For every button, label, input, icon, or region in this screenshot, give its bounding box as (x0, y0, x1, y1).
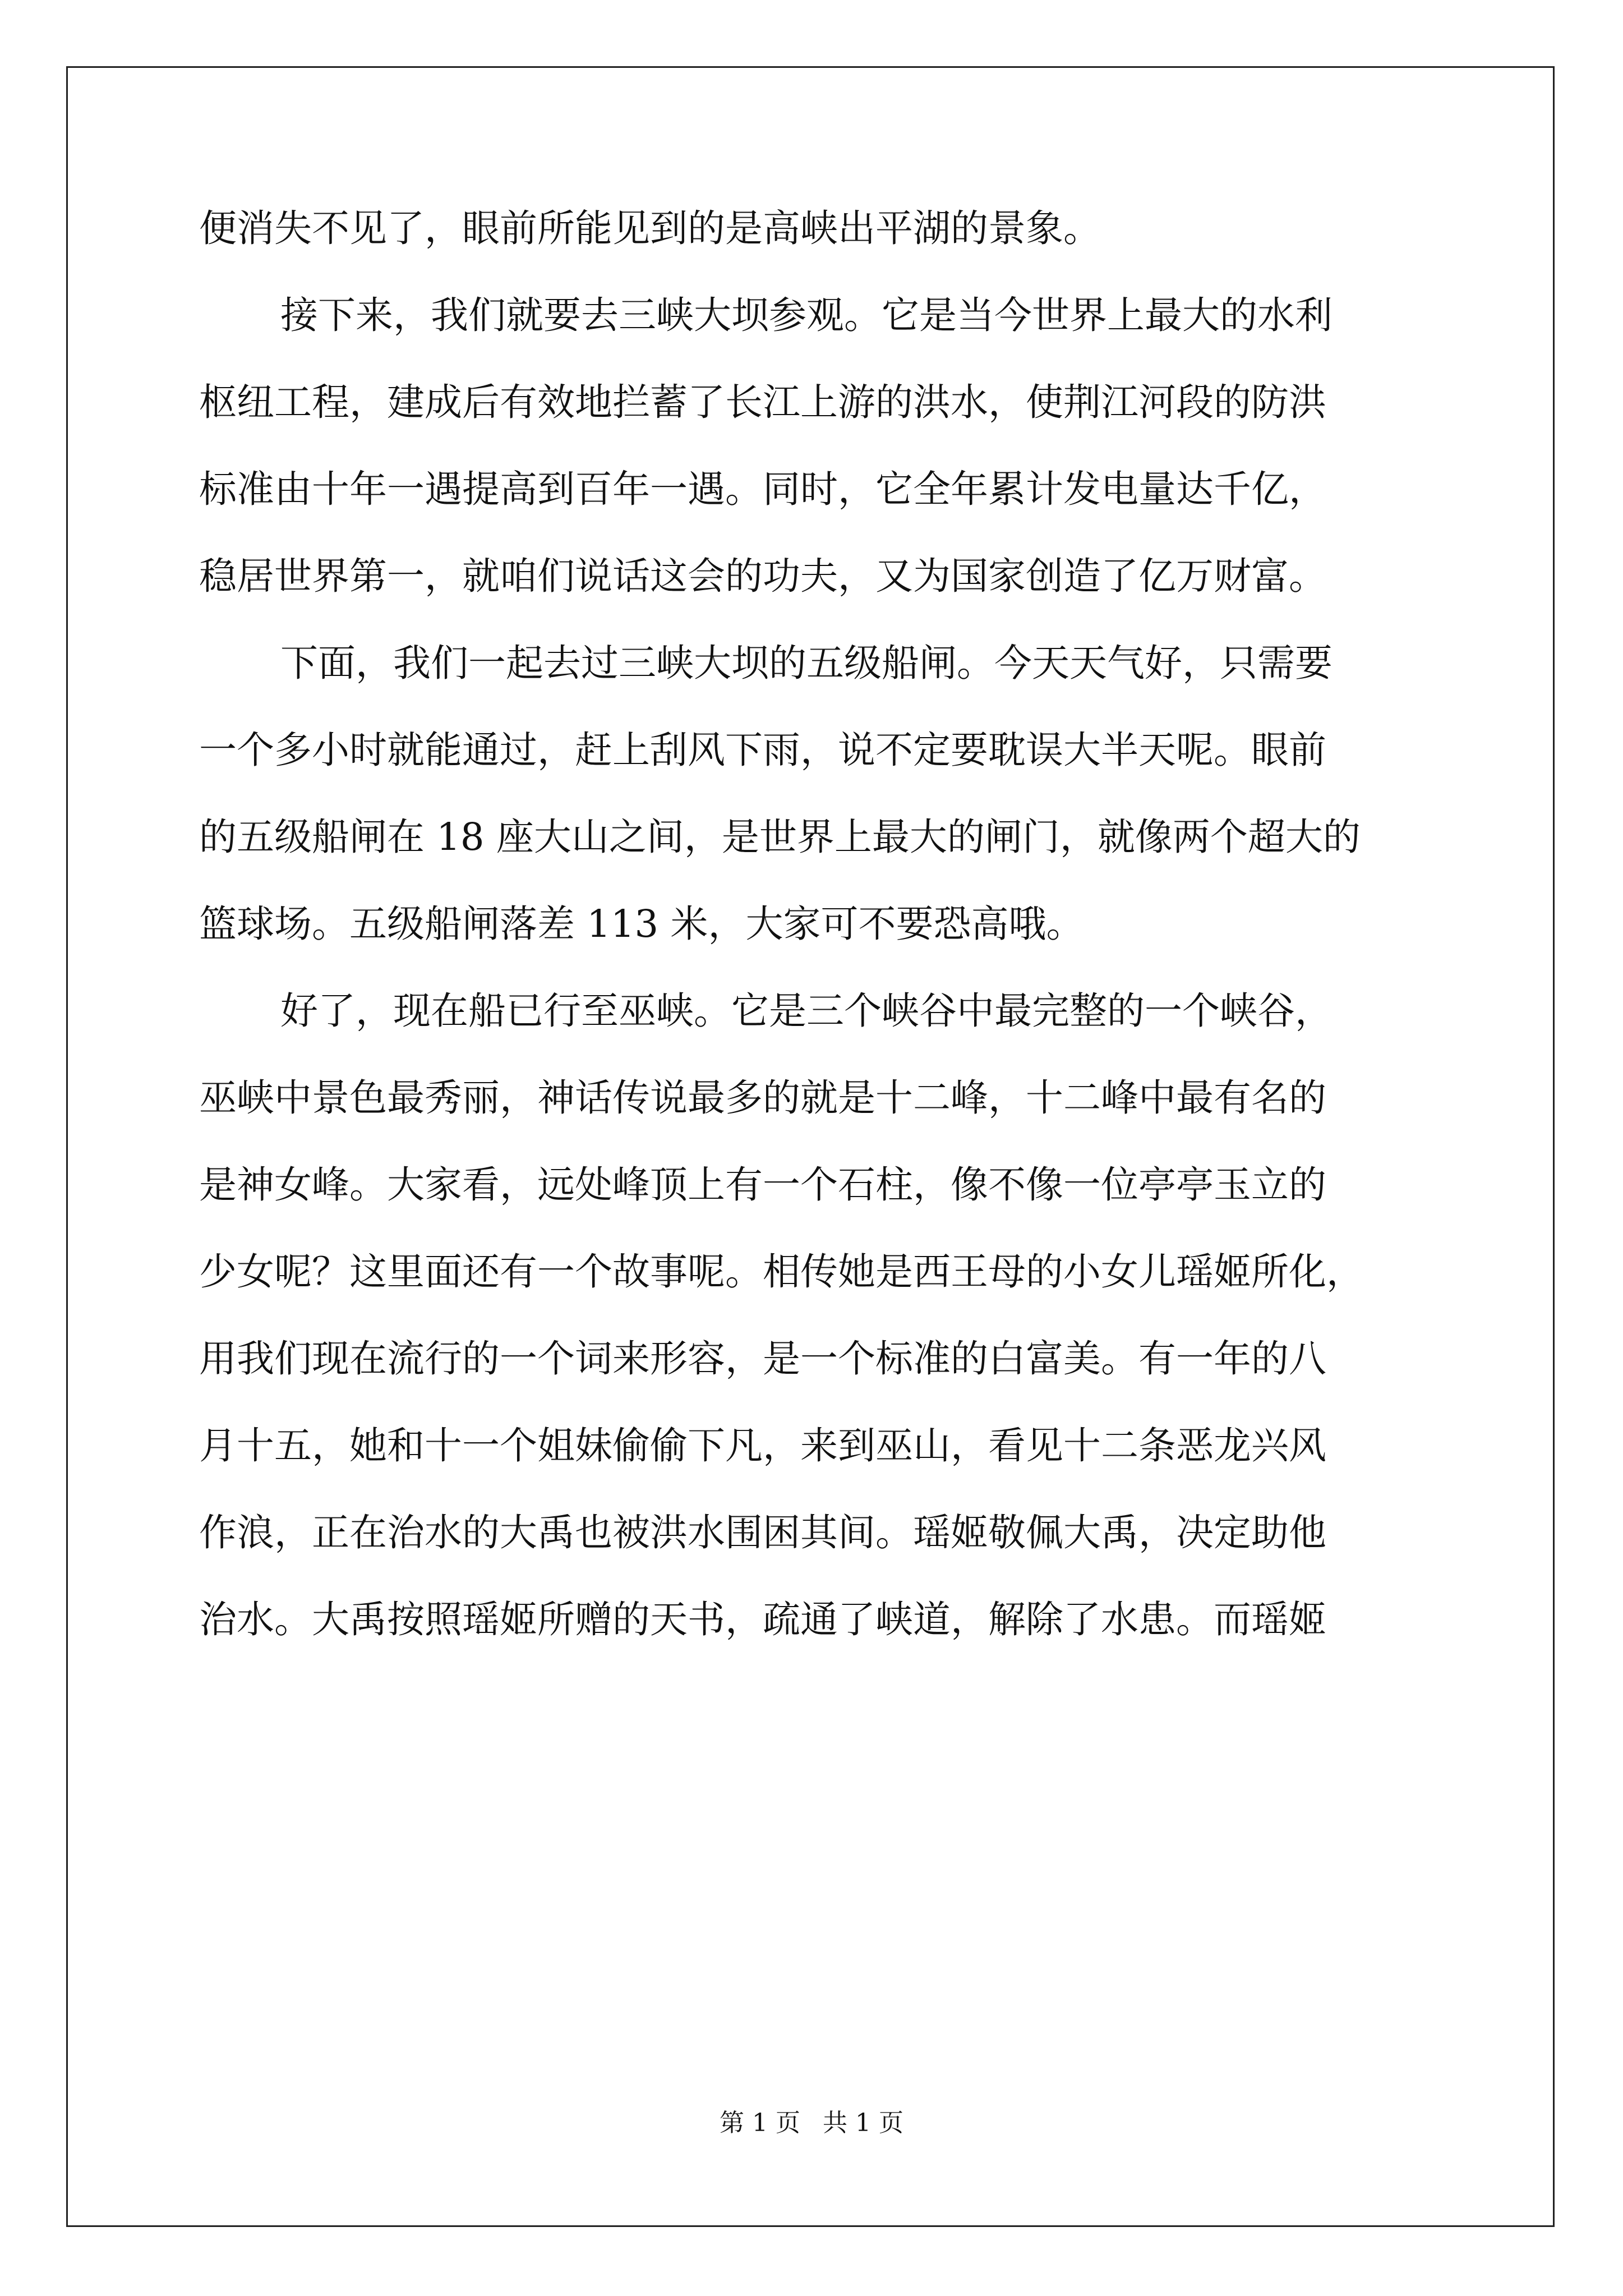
text-line: 月十五，她和十一个姐妹偷偷下凡，来到巫山，看见十二条恶龙兴风 (199, 1424, 1326, 1467)
text-line: 巫峡中景色最秀丽，神话传说最多的就是十二峰，十二峰中最有名的 (199, 1076, 1326, 1120)
text-line: 一个多小时就能通过，赶上刮风下雨，说不定要耽误大半天呢。眼前 (199, 728, 1326, 772)
paragraph-start-line: 好了，现在船已行至巫峡。它是三个峡谷中最完整的一个峡谷， (280, 989, 1332, 1033)
text-line: 枢纽工程，建成后有效地拦蓄了长江上游的洪水，使荆江河段的防洪 (199, 380, 1326, 424)
page-number: 第 1 页 (720, 2109, 800, 2137)
text-line: 标准由十年一遇提高到百年一遇。同时，它全年累计发电量达千亿， (199, 467, 1326, 511)
text-line: 稳居世界第一，就咱们说话这会的功夫，又为国家创造了亿万财富。 (199, 554, 1326, 598)
document-body (199, 185, 1427, 1663)
text-line: 篮球场。五级船闸落差 113 米，大家可不要恐高哦。 (199, 902, 1084, 946)
text-line: 便消失不见了，眼前所能见到的是高峡出平湖的景象。 (199, 206, 1101, 250)
text-line: 的五级船闸在 18 座大山之间，是世界上最大的闸门，就像两个超大的 (199, 815, 1361, 859)
page-footer (0, 2106, 1623, 2140)
paragraph-start-line: 下面，我们一起去过三峡大坝的五级船闸。今天天气好，只需要 (280, 641, 1332, 685)
page-total: 共 1 页 (823, 2109, 903, 2137)
text-line: 作浪，正在治水的大禹也被洪水围困其间。瑶姬敬佩大禹，决定助他 (199, 1511, 1326, 1554)
text-line: 少女呢？这里面还有一个故事呢。相传她是西王母的小女儿瑶姬所化， (199, 1250, 1364, 1294)
text-line: 用我们现在流行的一个词来形容，是一个标准的白富美。有一年的八 (199, 1337, 1326, 1381)
paragraph-start-line: 接下来，我们就要去三峡大坝参观。它是当今世界上最大的水利 (280, 293, 1332, 337)
text-line: 是神女峰。大家看，远处峰顶上有一个石柱，像不像一位亭亭玉立的 (199, 1163, 1326, 1207)
text-line: 治水。大禹按照瑶姬所赠的天书，疏通了峡道，解除了水患。而瑶姬 (199, 1598, 1326, 1641)
